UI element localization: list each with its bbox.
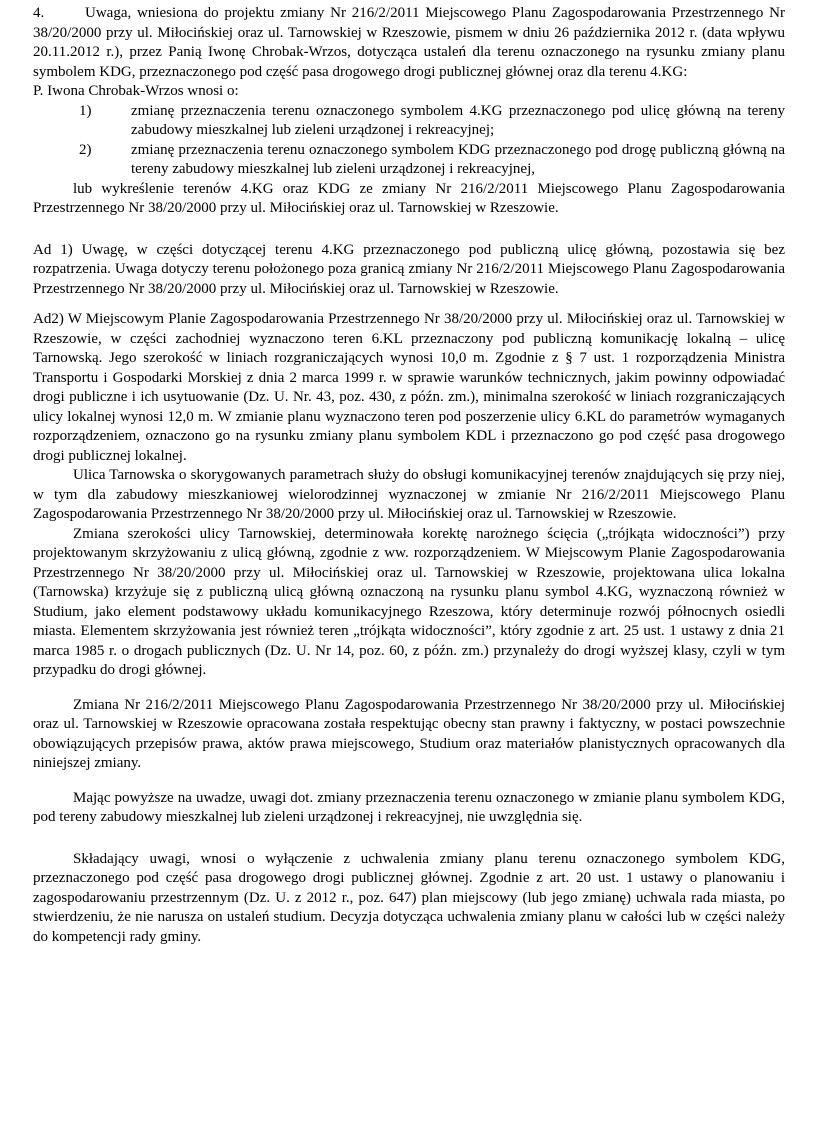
request-number: 2)	[79, 141, 92, 158]
width-change-paragraph: Zmiana szerokości ulicy Tarnowskiej, determinowała korektę narożnego ścięcia („trójkąta widoczności”) przy projektowanym skrzyżowaniu z ulicą główną, zgodnie z ww. rozporządzeniem. W Miejscowym Planie Zagospodarowania Przestrzennego Nr 38/20/2000 przy ul. Miłocińskiej oraz ul. Tarnowskiej w Rzeszowie, projektowana ulica lokalna (Tarnowska) krzyżuje się z publiczną ulicą główną oznaczoną na rysunku planu symbol 4.KG, wyznaczoną również w Studium, jako element podstawowy układu komunikacyjnego Rzeszowa, który determinuje rozwój północnych osiedli miasta. Elementem skrzyżowania jest również teren „trójkąta widoczności”, który zgodnie z art. 25 ust. 1 ustawy z dnia 21 marca 1985 r. o drogach publicznych (Dz. U. Nr 14, poz. 60, z późn. zm.) przynależy do drogi wyższej klasy, czyli w tym przypadku do drogi głównej.	[33, 525, 785, 678]
final-paragraph: Składający uwagi, wnosi o wyłączenie z uchwalenia zmiany planu terenu oznaczonego symbolem KDG, przeznaczonego pod część pasa drogowego drogi publicznej głównej. Zgodnie z art. 20 ust. 1 ustawy o planowaniu i zagospodarowaniu przestrzennym (Dz. U. z 2012 r., poz. 647) plan miejscowy (lub jego zmianę) uchwala rada miasta, po stwierdzeniu, że nie narusza on ustaleń studium. Decyzja dotycząca uchwalenia zmiany planu w całości lub w części należy do kompetencji rady gminy.	[33, 850, 785, 945]
request-text: zmianę przeznaczenia terenu oznaczonego symbolem KDG przeznaczonego pod drogę publiczną główną na tereny zabudowy mieszkalnej lub zieleni urządzonej i rekreacyjnej,	[131, 141, 785, 177]
intro-paragraph	[33, 4, 785, 82]
request-number: 1)	[79, 102, 92, 119]
alternative-request: lub wykreślenie terenów 4.KG oraz KDG ze zmiany Nr 216/2/2011 Miejscowego Planu Zagospodarowania Przestrzennego Nr 38/20/2000 przy ul. Miłocińskiej oraz ul. Tarnowskiej w Rzeszowie.	[33, 180, 785, 216]
conclusion-paragraph: Mając powyższe na uwadze, uwagi dot. zmiany przeznaczenia terenu oznaczonego w zmianie planu symbolem KDG, pod tereny zabudowy mieszkalnej lub zieleni urządzonej i rekreacyjnej, nie uwzględnia się.	[33, 789, 785, 825]
document-page	[33, 4, 785, 947]
intro-text: Uwaga, wniesiona do projektu zmiany Nr 216/2/2011 Miejscowego Planu Zagospodarowania Przestrzennego Nr 38/20/2000 przy ul. Miłocińskiej oraz ul. Tarnowskiej w Rzeszowie, pismem w dniu 26 października 2012 r. (data wpływu 20.11.2012 r.), przez Panią Iwonę Chrobak-Wrzos, dotycząca ustaleń dla terenu oznaczonego na rysunku zmiany planu symbolem KDG, przeznaczonego pod część pasa drogowego drogi publicznej głównej oraz dla terenu 4.KG:	[33, 5, 785, 80]
request-item-1	[33, 102, 785, 141]
petitioner-line: P. Iwona Chrobak-Wrzos wnosi o:	[33, 83, 239, 99]
plan-change-paragraph: Zmiana Nr 216/2/2011 Miejscowego Planu Zagospodarowania Przestrzennego Nr 38/20/2000 przy ul. Miłocińskiej oraz ul. Tarnowskiej w Rzeszowie opracowana została respektując obecny stan prawny i faktyczny, w postaci powszechnie obowiązujących przepisów prawa, aktów prawa miejscowego, Studium oraz materiałów planistycznych opracowanych dla niniejszej zmiany.	[33, 696, 785, 771]
item-number: 4.	[33, 5, 45, 21]
tarnowska-paragraph: Ulica Tarnowska o skorygowanych parametrach służy do obsługi komunikacyjnej terenów znajdujących się przy niej, w tym dla zabudowy mieszkaniowej wielorodzinnej wyznaczonej w zmianie Nr 216/2/2011 Miejscowego Planu Zagospodarowania Przestrzennego Nr 38/20/2000 przy ul. Miłocińskiej oraz ul. Tarnowskiej w Rzeszowie.	[33, 467, 785, 522]
ad2-paragraph: Ad2) W Miejscowym Planie Zagospodarowania Przestrzennego Nr 38/20/2000 przy ul. Miłocińskiej oraz ul. Tarnowskiej w Rzeszowie, w części zachodniej wyznaczono teren 6.KL przeznaczony pod publiczną komunikację lokalną – ulicę Tarnowską. Jego szerokość w liniach rozgraniczających wynosi 10,0 m. Zgodnie z § 7 ust. 1 rozporządzenia Ministra Transportu i Gospodarki Morskiej z dnia 2 marca 1999 r. w sprawie warunków technicznych, jakim powinny odpowiadać drogi publiczne i ich usytuowanie (Dz. U. Nr. 43, poz. 430, z późn. zm.), minimalna szerokość w liniach rozgraniczających ulicy lokalnej wynosi 12,0 m. W zmianie planu wyznaczono teren pod poszerzenie ulicy 6.KL do parametrów wymaganych rozporządzeniem, oznaczono go na rysunku zmiany planu symbolem KDL i przeznaczono go pod część pasa drogowego drogi publicznej lokalnej.	[33, 311, 785, 464]
request-text: zmianę przeznaczenia terenu oznaczonego symbolem 4.KG przeznaczonego pod ulicę główną na tereny zabudowy mieszkalnej lub zieleni urządzonej i rekreacyjnej;	[131, 102, 785, 138]
ad1-paragraph: Ad 1) Uwagę, w części dotyczącej terenu 4.KG przeznaczonego pod publiczną ulicę główną, pozostawia się bez rozpatrzenia. Uwaga dotyczy terenu położonego poza granicą zmiany Nr 216/2/2011 Miejscowego Planu Zagospodarowania Przestrzennego Nr 38/20/2000 przy ul. Miłocińskiej oraz ul. Tarnowskiej w Rzeszowie.	[33, 241, 785, 297]
request-item-2	[33, 141, 785, 180]
